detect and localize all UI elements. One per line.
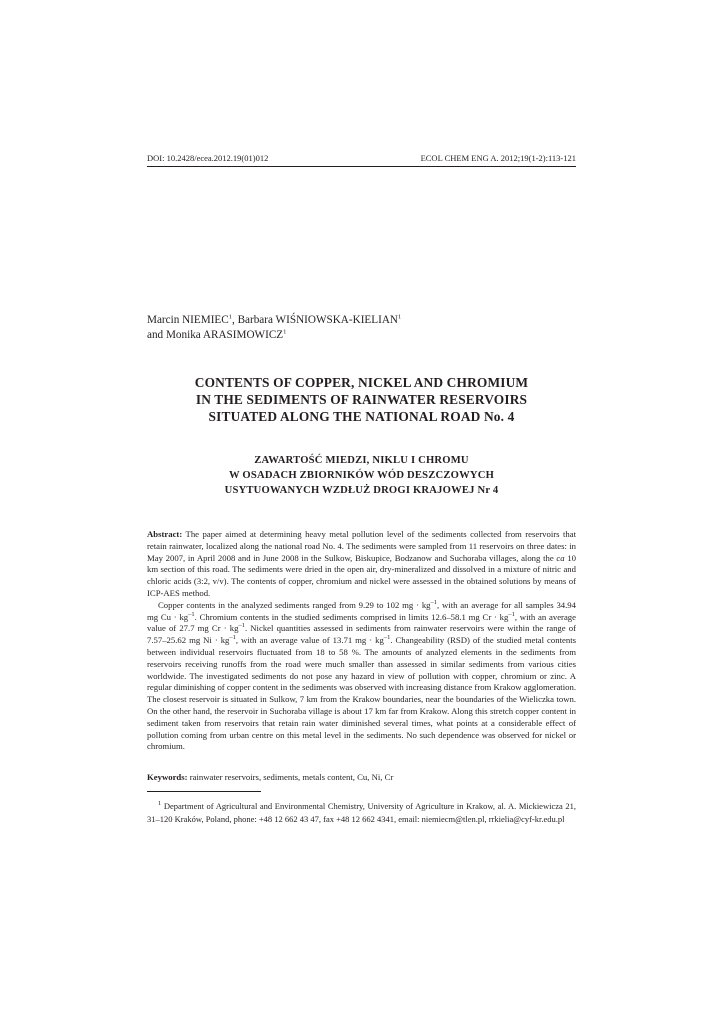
keywords-text: rainwater reservoirs, sediments, metals content, Cu, Ni, Cr xyxy=(187,772,394,782)
unit-exponent: –1 xyxy=(430,598,438,606)
header-rule xyxy=(147,166,576,167)
unit-exponent: –1 xyxy=(383,634,391,642)
author-separator: , xyxy=(231,314,238,326)
keywords xyxy=(147,771,576,783)
author-name: Monika ARASIMOWICZ xyxy=(165,329,284,341)
unit-exponent: –1 xyxy=(188,610,195,618)
title-line: SITUATED ALONG THE NATIONAL ROAD No. 4 xyxy=(208,409,515,424)
doi-text: DOI: 10.2428/ecea.2012.19(01)012 xyxy=(147,153,269,163)
running-header xyxy=(147,153,576,163)
keywords-label: Keywords: xyxy=(147,772,188,782)
abstract-paragraph xyxy=(147,600,576,753)
footnote-rule xyxy=(147,791,261,792)
abstract-text: , with an average value of 27.7 mg Cr · kg xyxy=(147,611,577,634)
abstract-label: Abstract: xyxy=(147,529,183,539)
title-line: CONTENTS OF COPPER, NICKEL AND CHROMIUM xyxy=(194,375,529,390)
abstract-paragraph xyxy=(147,529,576,600)
abstract-text: . Chromium contents in the studied sediments comprised in limits 12.6–58.1 mg Cr · kg xyxy=(194,611,509,622)
footnote-text: Department of Agricultural and Environmental Chemistry, University of Agriculture in Krakow, al. A. Mickiewicza 21, 31–120 Kraków, Poland, phone: +48 12 662 43 47, fax +48 12 662 4341, email: niemiecm@tlen.pl, rrkielia@cyf-kr.edu.pl xyxy=(147,801,576,824)
author-conjunction: and xyxy=(147,329,166,341)
abstract-text: . Changeability (RSD) of the studied metal contents between individual reservoirs fluctuated from 18 to 58 %. The amounts of analyzed elements in the sediments from reservoirs receiving runoffs from the road were much smaller than assessed in similar sediments from various cities worldwide. The investigated sediments do not pose any hazard in view of pollution with copper, chromium or zinc. A regular diminishing of copper content in the sediments was observed with increasing distance from Krakow agglomeration. The closest reservoir is situated in Sulkow, 7 km from the Krakow boundaries, near the boundaries of the Wieliczka town. On the other hand, the reservoir in Suchoraba village is about 17 km far from Krakow. Along this stretch copper content in sediment taken from reservoirs that retain rain water diminished several times, what points at a considerable effect of pollution coming from urban centre on this metal level in the sediments. No such dependence was observed for nickel or chromium. xyxy=(147,635,576,752)
title-line: ZAWARTOŚĆ MIEDZI, NIKLU I CHROMU xyxy=(254,455,469,466)
paper-title xyxy=(147,374,576,425)
unit-exponent: –1 xyxy=(229,634,236,642)
journal-citation: ECOL CHEM ENG A. 2012;19(1-2):113-121 xyxy=(420,153,576,163)
abstract-text: , with an average value of 13.71 mg · kg xyxy=(235,635,384,646)
abstract-text: The paper aimed at determining heavy metal pollution level of the sediments collected from reservoirs that retain rainwater, localized along the national road No. 4. The sediments were sampled from 11 reservoirs on three dates: in May 2007, in April 2008 and in June 2008 in the Sulkow, Biskupice, Bodzanow and Suchoraba villages, along the xyxy=(147,529,576,563)
author-list xyxy=(147,313,576,343)
footnote xyxy=(147,800,576,825)
affiliation-mark: 1 xyxy=(397,313,402,321)
affiliation-mark: 1 xyxy=(283,328,287,336)
footnote-mark: 1 xyxy=(158,800,162,808)
abstract xyxy=(147,529,576,753)
author-name: Marcin NIEMIEC xyxy=(147,314,229,326)
paper-title-polish xyxy=(147,453,576,498)
unit-exponent: –1 xyxy=(508,610,515,618)
unit-exponent: –1 xyxy=(238,622,245,630)
title-line: USYTUOWANYCH WZDŁUŻ DROGI KRAJOWEJ Nr 4 xyxy=(224,485,499,496)
abstract-text: , with an average for all samples 34.94 mg Cu · kg xyxy=(147,599,576,622)
title-line: IN THE SEDIMENTS OF RAINWATER RESERVOIRS xyxy=(195,392,528,407)
title-line: W OSADACH ZBIORNIKÓW WÓD DESZCZOWYCH xyxy=(228,470,495,481)
abstract-text: Copper contents in the analyzed sediments ranged from 9.29 to 102 mg · kg xyxy=(158,599,431,610)
abstract-text-italic: ca xyxy=(556,552,565,563)
abstract-text: . Nickel quantities assessed in sediments from rainwater reservoirs were within the range of 7.57–25.62 mg Ni · kg xyxy=(147,623,576,646)
author-name: Barbara WIŚNIOWSKA-KIELIAN xyxy=(237,314,398,326)
abstract-text: 10 km section of this road. The sediments were dried in the open air, dry-mineralized and dissolved in a mixture of nitric and chloric acids (3:2, v/v). The contents of copper, chromium and nickel were assessed in the obtained solutions by means of ICP-AES method. xyxy=(147,552,577,598)
affiliation-mark: 1 xyxy=(228,313,232,321)
